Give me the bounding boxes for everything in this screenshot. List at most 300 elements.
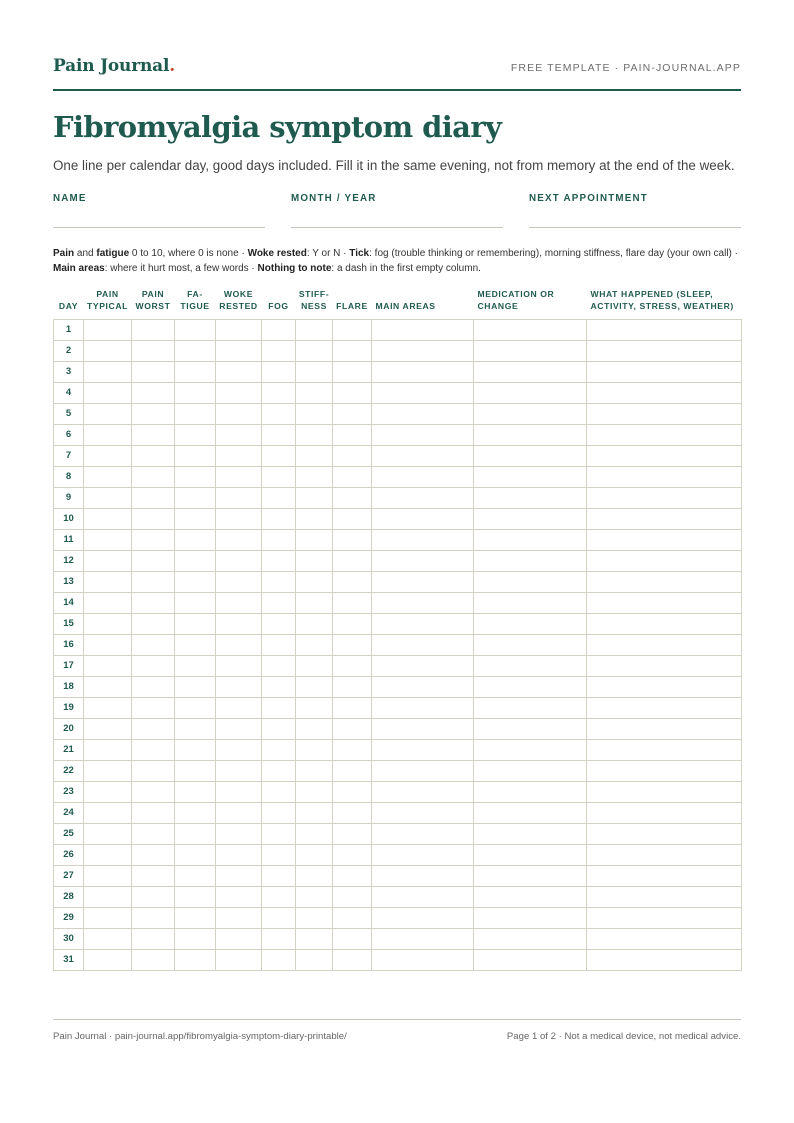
entry-cell[interactable] (296, 592, 333, 613)
entry-cell[interactable] (587, 865, 742, 886)
entry-cell[interactable] (296, 382, 333, 403)
entry-cell[interactable] (175, 487, 216, 508)
entry-cell[interactable] (84, 424, 132, 445)
entry-cell[interactable] (175, 550, 216, 571)
entry-cell[interactable] (175, 571, 216, 592)
entry-cell[interactable] (84, 445, 132, 466)
entry-cell[interactable] (84, 613, 132, 634)
entry-cell[interactable] (84, 844, 132, 865)
entry-cell[interactable] (372, 718, 474, 739)
entry-cell[interactable] (216, 340, 262, 361)
entry-cell[interactable] (84, 655, 132, 676)
entry-cell[interactable] (333, 403, 372, 424)
entry-cell[interactable] (587, 403, 742, 424)
entry-cell[interactable] (587, 739, 742, 760)
entry-cell[interactable] (587, 760, 742, 781)
entry-cell[interactable] (333, 466, 372, 487)
entry-cell[interactable] (262, 340, 296, 361)
entry-cell[interactable] (84, 907, 132, 928)
entry-cell[interactable] (296, 550, 333, 571)
entry-cell[interactable] (372, 655, 474, 676)
entry-cell[interactable] (587, 907, 742, 928)
entry-cell[interactable] (175, 781, 216, 802)
entry-cell[interactable] (474, 781, 587, 802)
entry-cell[interactable] (587, 844, 742, 865)
entry-cell[interactable] (262, 907, 296, 928)
entry-cell[interactable] (587, 886, 742, 907)
entry-cell[interactable] (296, 697, 333, 718)
entry-cell[interactable] (372, 550, 474, 571)
entry-cell[interactable] (84, 886, 132, 907)
entry-cell[interactable] (175, 340, 216, 361)
entry-cell[interactable] (296, 823, 333, 844)
entry-cell[interactable] (132, 487, 175, 508)
entry-cell[interactable] (333, 676, 372, 697)
entry-cell[interactable] (84, 823, 132, 844)
entry-cell[interactable] (333, 487, 372, 508)
entry-cell[interactable] (474, 844, 587, 865)
entry-cell[interactable] (372, 844, 474, 865)
entry-cell[interactable] (175, 718, 216, 739)
entry-cell[interactable] (216, 697, 262, 718)
entry-cell[interactable] (84, 403, 132, 424)
entry-cell[interactable] (587, 466, 742, 487)
entry-cell[interactable] (587, 550, 742, 571)
entry-cell[interactable] (333, 739, 372, 760)
entry-cell[interactable] (216, 760, 262, 781)
entry-cell[interactable] (333, 823, 372, 844)
entry-cell[interactable] (262, 382, 296, 403)
entry-cell[interactable] (132, 823, 175, 844)
entry-cell[interactable] (132, 697, 175, 718)
entry-cell[interactable] (372, 739, 474, 760)
entry-cell[interactable] (474, 571, 587, 592)
entry-cell[interactable] (84, 697, 132, 718)
entry-cell[interactable] (132, 928, 175, 949)
entry-cell[interactable] (262, 319, 296, 340)
entry-cell[interactable] (84, 739, 132, 760)
entry-cell[interactable] (333, 907, 372, 928)
entry-cell[interactable] (216, 886, 262, 907)
entry-cell[interactable] (175, 466, 216, 487)
entry-cell[interactable] (84, 802, 132, 823)
entry-cell[interactable] (262, 739, 296, 760)
entry-cell[interactable] (333, 718, 372, 739)
entry-cell[interactable] (132, 676, 175, 697)
entry-cell[interactable] (84, 361, 132, 382)
entry-cell[interactable] (216, 823, 262, 844)
entry-cell[interactable] (296, 571, 333, 592)
entry-cell[interactable] (262, 487, 296, 508)
entry-cell[interactable] (132, 361, 175, 382)
entry-cell[interactable] (296, 340, 333, 361)
entry-cell[interactable] (587, 781, 742, 802)
entry-cell[interactable] (296, 655, 333, 676)
entry-cell[interactable] (262, 571, 296, 592)
entry-cell[interactable] (216, 907, 262, 928)
entry-cell[interactable] (132, 739, 175, 760)
entry-cell[interactable] (216, 466, 262, 487)
entry-cell[interactable] (84, 508, 132, 529)
entry-cell[interactable] (216, 949, 262, 970)
entry-cell[interactable] (296, 907, 333, 928)
entry-cell[interactable] (372, 886, 474, 907)
entry-cell[interactable] (262, 823, 296, 844)
entry-cell[interactable] (333, 949, 372, 970)
entry-cell[interactable] (216, 781, 262, 802)
entry-cell[interactable] (84, 571, 132, 592)
entry-cell[interactable] (132, 760, 175, 781)
entry-cell[interactable] (132, 319, 175, 340)
entry-cell[interactable] (333, 844, 372, 865)
entry-cell[interactable] (262, 781, 296, 802)
entry-cell[interactable] (474, 823, 587, 844)
entry-cell[interactable] (84, 382, 132, 403)
entry-cell[interactable] (333, 592, 372, 613)
entry-cell[interactable] (216, 487, 262, 508)
entry-cell[interactable] (474, 718, 587, 739)
entry-cell[interactable] (84, 466, 132, 487)
entry-cell[interactable] (372, 592, 474, 613)
entry-cell[interactable] (262, 886, 296, 907)
entry-cell[interactable] (474, 382, 587, 403)
entry-cell[interactable] (587, 361, 742, 382)
entry-cell[interactable] (175, 319, 216, 340)
entry-cell[interactable] (132, 550, 175, 571)
entry-cell[interactable] (175, 382, 216, 403)
entry-cell[interactable] (262, 634, 296, 655)
entry-cell[interactable] (474, 928, 587, 949)
entry-cell[interactable] (262, 676, 296, 697)
entry-cell[interactable] (296, 361, 333, 382)
entry-cell[interactable] (175, 823, 216, 844)
entry-cell[interactable] (296, 445, 333, 466)
entry-cell[interactable] (216, 718, 262, 739)
entry-cell[interactable] (216, 361, 262, 382)
entry-cell[interactable] (296, 676, 333, 697)
entry-cell[interactable] (333, 529, 372, 550)
entry-cell[interactable] (372, 403, 474, 424)
entry-cell[interactable] (587, 655, 742, 676)
entry-cell[interactable] (587, 319, 742, 340)
entry-cell[interactable] (474, 508, 587, 529)
entry-cell[interactable] (296, 844, 333, 865)
entry-cell[interactable] (296, 424, 333, 445)
entry-cell[interactable] (132, 886, 175, 907)
entry-cell[interactable] (132, 340, 175, 361)
entry-cell[interactable] (296, 508, 333, 529)
entry-cell[interactable] (474, 340, 587, 361)
entry-cell[interactable] (262, 361, 296, 382)
entry-cell[interactable] (175, 592, 216, 613)
entry-cell[interactable] (216, 529, 262, 550)
entry-cell[interactable] (296, 529, 333, 550)
entry-cell[interactable] (296, 781, 333, 802)
entry-cell[interactable] (262, 718, 296, 739)
entry-cell[interactable] (132, 949, 175, 970)
entry-cell[interactable] (333, 613, 372, 634)
entry-cell[interactable] (333, 655, 372, 676)
entry-cell[interactable] (216, 613, 262, 634)
entry-cell[interactable] (333, 928, 372, 949)
entry-cell[interactable] (333, 319, 372, 340)
entry-cell[interactable] (262, 697, 296, 718)
entry-cell[interactable] (587, 508, 742, 529)
entry-cell[interactable] (372, 487, 474, 508)
entry-cell[interactable] (333, 550, 372, 571)
entry-cell[interactable] (262, 550, 296, 571)
entry-cell[interactable] (132, 781, 175, 802)
entry-cell[interactable] (333, 886, 372, 907)
entry-cell[interactable] (587, 676, 742, 697)
entry-cell[interactable] (175, 844, 216, 865)
entry-cell[interactable] (372, 340, 474, 361)
entry-cell[interactable] (132, 403, 175, 424)
entry-cell[interactable] (372, 382, 474, 403)
entry-cell[interactable] (262, 508, 296, 529)
entry-cell[interactable] (262, 466, 296, 487)
entry-cell[interactable] (296, 802, 333, 823)
entry-cell[interactable] (132, 613, 175, 634)
entry-cell[interactable] (216, 655, 262, 676)
entry-cell[interactable] (587, 718, 742, 739)
entry-cell[interactable] (132, 382, 175, 403)
entry-cell[interactable] (175, 445, 216, 466)
entry-cell[interactable] (132, 424, 175, 445)
entry-cell[interactable] (474, 550, 587, 571)
entry-cell[interactable] (474, 739, 587, 760)
entry-cell[interactable] (372, 466, 474, 487)
entry-cell[interactable] (216, 592, 262, 613)
entry-cell[interactable] (587, 424, 742, 445)
entry-cell[interactable] (216, 865, 262, 886)
entry-cell[interactable] (296, 886, 333, 907)
entry-cell[interactable] (474, 865, 587, 886)
entry-cell[interactable] (587, 445, 742, 466)
name-field[interactable] (53, 193, 265, 228)
entry-cell[interactable] (296, 760, 333, 781)
entry-cell[interactable] (372, 697, 474, 718)
entry-cell[interactable] (262, 865, 296, 886)
entry-cell[interactable] (372, 508, 474, 529)
entry-cell[interactable] (84, 928, 132, 949)
entry-cell[interactable] (175, 802, 216, 823)
entry-cell[interactable] (262, 844, 296, 865)
entry-cell[interactable] (132, 634, 175, 655)
entry-cell[interactable] (474, 697, 587, 718)
entry-cell[interactable] (175, 529, 216, 550)
entry-cell[interactable] (333, 802, 372, 823)
entry-cell[interactable] (587, 592, 742, 613)
entry-cell[interactable] (262, 655, 296, 676)
entry-cell[interactable] (132, 445, 175, 466)
entry-cell[interactable] (175, 865, 216, 886)
entry-cell[interactable] (372, 361, 474, 382)
entry-cell[interactable] (175, 634, 216, 655)
entry-cell[interactable] (474, 445, 587, 466)
entry-cell[interactable] (84, 340, 132, 361)
entry-cell[interactable] (474, 319, 587, 340)
entry-cell[interactable] (296, 718, 333, 739)
entry-cell[interactable] (587, 634, 742, 655)
entry-cell[interactable] (175, 361, 216, 382)
entry-cell[interactable] (175, 949, 216, 970)
entry-cell[interactable] (132, 865, 175, 886)
entry-cell[interactable] (474, 466, 587, 487)
entry-cell[interactable] (216, 319, 262, 340)
entry-cell[interactable] (474, 424, 587, 445)
entry-cell[interactable] (474, 613, 587, 634)
entry-cell[interactable] (132, 508, 175, 529)
entry-cell[interactable] (587, 487, 742, 508)
entry-cell[interactable] (333, 781, 372, 802)
entry-cell[interactable] (474, 760, 587, 781)
entry-cell[interactable] (175, 676, 216, 697)
entry-cell[interactable] (262, 760, 296, 781)
entry-cell[interactable] (296, 613, 333, 634)
entry-cell[interactable] (372, 613, 474, 634)
entry-cell[interactable] (372, 319, 474, 340)
entry-cell[interactable] (216, 508, 262, 529)
entry-cell[interactable] (84, 718, 132, 739)
entry-cell[interactable] (175, 508, 216, 529)
entry-cell[interactable] (262, 445, 296, 466)
entry-cell[interactable] (296, 487, 333, 508)
entry-cell[interactable] (262, 949, 296, 970)
entry-cell[interactable] (587, 340, 742, 361)
entry-cell[interactable] (372, 529, 474, 550)
entry-cell[interactable] (84, 550, 132, 571)
entry-cell[interactable] (474, 886, 587, 907)
entry-cell[interactable] (132, 844, 175, 865)
entry-cell[interactable] (132, 655, 175, 676)
entry-cell[interactable] (333, 760, 372, 781)
entry-cell[interactable] (262, 403, 296, 424)
entry-cell[interactable] (372, 445, 474, 466)
entry-cell[interactable] (216, 550, 262, 571)
entry-cell[interactable] (132, 802, 175, 823)
entry-cell[interactable] (132, 718, 175, 739)
entry-cell[interactable] (372, 676, 474, 697)
entry-cell[interactable] (372, 634, 474, 655)
entry-cell[interactable] (372, 781, 474, 802)
entry-cell[interactable] (216, 571, 262, 592)
entry-cell[interactable] (262, 802, 296, 823)
entry-cell[interactable] (333, 445, 372, 466)
entry-cell[interactable] (216, 928, 262, 949)
entry-cell[interactable] (474, 802, 587, 823)
entry-cell[interactable] (84, 529, 132, 550)
entry-cell[interactable] (216, 844, 262, 865)
entry-cell[interactable] (296, 466, 333, 487)
entry-cell[interactable] (474, 949, 587, 970)
entry-cell[interactable] (175, 697, 216, 718)
entry-cell[interactable] (132, 466, 175, 487)
entry-cell[interactable] (474, 655, 587, 676)
entry-cell[interactable] (262, 529, 296, 550)
entry-cell[interactable] (296, 928, 333, 949)
entry-cell[interactable] (372, 949, 474, 970)
entry-cell[interactable] (132, 529, 175, 550)
entry-cell[interactable] (132, 571, 175, 592)
entry-cell[interactable] (175, 928, 216, 949)
entry-cell[interactable] (216, 739, 262, 760)
entry-cell[interactable] (296, 739, 333, 760)
entry-cell[interactable] (587, 802, 742, 823)
entry-cell[interactable] (333, 361, 372, 382)
entry-cell[interactable] (587, 928, 742, 949)
entry-cell[interactable] (84, 781, 132, 802)
entry-cell[interactable] (84, 634, 132, 655)
entry-cell[interactable] (474, 592, 587, 613)
entry-cell[interactable] (84, 949, 132, 970)
entry-cell[interactable] (587, 823, 742, 844)
entry-cell[interactable] (372, 823, 474, 844)
entry-cell[interactable] (474, 403, 587, 424)
entry-cell[interactable] (372, 760, 474, 781)
entry-cell[interactable] (474, 634, 587, 655)
next-appointment-field[interactable] (529, 193, 741, 228)
entry-cell[interactable] (474, 487, 587, 508)
entry-cell[interactable] (175, 655, 216, 676)
entry-cell[interactable] (175, 739, 216, 760)
entry-cell[interactable] (474, 529, 587, 550)
entry-cell[interactable] (333, 571, 372, 592)
entry-cell[interactable] (262, 613, 296, 634)
entry-cell[interactable] (175, 760, 216, 781)
entry-cell[interactable] (474, 361, 587, 382)
entry-cell[interactable] (474, 907, 587, 928)
entry-cell[interactable] (216, 802, 262, 823)
entry-cell[interactable] (262, 592, 296, 613)
entry-cell[interactable] (372, 865, 474, 886)
entry-cell[interactable] (587, 529, 742, 550)
entry-cell[interactable] (333, 697, 372, 718)
entry-cell[interactable] (372, 424, 474, 445)
entry-cell[interactable] (372, 802, 474, 823)
entry-cell[interactable] (84, 760, 132, 781)
entry-cell[interactable] (296, 634, 333, 655)
entry-cell[interactable] (175, 403, 216, 424)
entry-cell[interactable] (333, 382, 372, 403)
entry-cell[interactable] (216, 382, 262, 403)
entry-cell[interactable] (296, 949, 333, 970)
entry-cell[interactable] (84, 319, 132, 340)
entry-cell[interactable] (216, 445, 262, 466)
entry-cell[interactable] (296, 865, 333, 886)
month-year-field[interactable] (291, 193, 503, 228)
entry-cell[interactable] (587, 613, 742, 634)
entry-cell[interactable] (216, 424, 262, 445)
entry-cell[interactable] (333, 508, 372, 529)
entry-cell[interactable] (262, 928, 296, 949)
entry-cell[interactable] (372, 571, 474, 592)
entry-cell[interactable] (84, 487, 132, 508)
entry-cell[interactable] (262, 424, 296, 445)
entry-cell[interactable] (587, 382, 742, 403)
entry-cell[interactable] (84, 865, 132, 886)
entry-cell[interactable] (587, 697, 742, 718)
entry-cell[interactable] (84, 592, 132, 613)
entry-cell[interactable] (372, 928, 474, 949)
entry-cell[interactable] (175, 424, 216, 445)
entry-cell[interactable] (333, 340, 372, 361)
entry-cell[interactable] (84, 676, 132, 697)
entry-cell[interactable] (587, 571, 742, 592)
entry-cell[interactable] (296, 319, 333, 340)
entry-cell[interactable] (333, 865, 372, 886)
entry-cell[interactable] (333, 634, 372, 655)
